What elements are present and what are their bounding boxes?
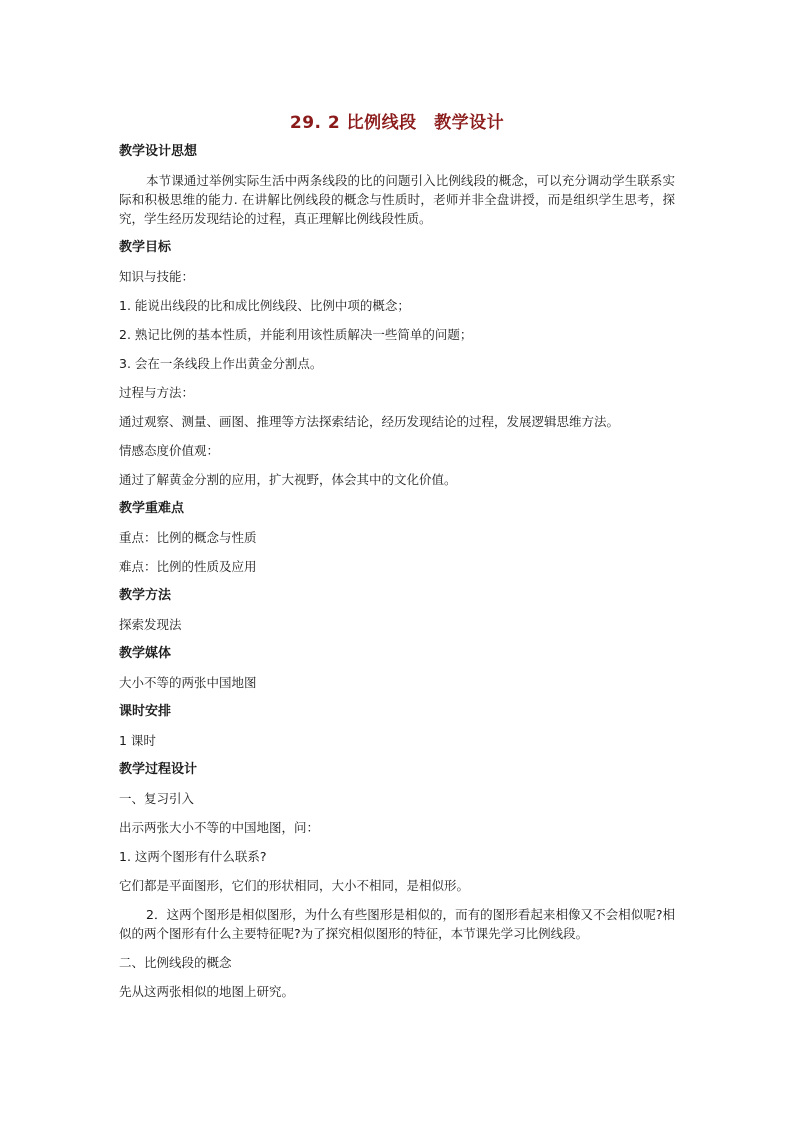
heading-process-design: 教学过程设计 [119,762,198,777]
heading-design-idea: 教学设计思想 [119,144,198,159]
objective-item: 3. 会在一条线段上作出黄金分割点。 [119,356,323,371]
heading-method: 教学方法 [119,588,172,603]
part-one-heading: 一、复习引入 [119,791,195,806]
method-text: 探索发现法 [119,617,182,632]
document-body [119,142,675,1001]
question-1: 1. 这两个图形有什么联系? [119,849,267,864]
schedule-text: 1 课时 [119,733,156,748]
process-paragraph: 通过观察、测量、画图、推理等方法探索结论，经历发现结论的过程，发展逻辑思维方法。 [119,414,620,429]
part-two-heading: 二、比例线段的概念 [119,955,232,970]
subheading-knowledge: 知识与技能： [119,269,195,284]
answer-1: 它们都是平面图形，它们的形状相同，大小不相同，是相似形。 [119,878,470,893]
attitude-paragraph: 通过了解黄金分割的应用，扩大视野，体会其中的文化价值。 [119,472,457,487]
closing-text: 先从这两张相似的地图上研究。 [119,984,295,999]
heading-media: 教学媒体 [119,646,172,661]
subheading-process: 过程与方法： [119,385,195,400]
difficult-point: 难点：比例的性质及应用 [119,559,257,574]
intro-text: 出示两张大小不等的中国地图，问： [119,820,320,835]
objective-item: 1. 能说出线段的比和成比例线段、比例中项的概念； [119,298,410,313]
design-idea-paragraph: 本节课通过举例实际生活中两条线段的比的问题引入比例线段的概念，可以充分调动学生联系实际和积极思维的能力. 在讲解比例线段的概念与性质时，老师并非全盘讲授，而是组织学生思考，探究，学生经历发现结论的过程，真正理解比例线段性质。 [119,173,675,226]
heading-objectives: 教学目标 [119,240,172,255]
question-2: 2．这两个图形是相似图形，为什么有些图形是相似的，而有的图形看起来相像又不会相似呢?相似的两个图形有什么主要特征呢?为了探究相似图形的特征，本节课先学习比例线段。 [119,907,675,941]
key-point: 重点：比例的概念与性质 [119,530,257,545]
document-title: 29. 2 比例线段 教学设计 [289,113,505,133]
heading-key-points: 教学重难点 [119,501,185,516]
heading-schedule: 课时安排 [119,704,172,719]
subheading-attitude: 情感态度价值观： [119,443,220,458]
objective-item: 2. 熟记比例的基本性质，并能利用该性质解决一些简单的问题； [119,327,473,342]
media-text: 大小不等的两张中国地图 [119,675,257,690]
